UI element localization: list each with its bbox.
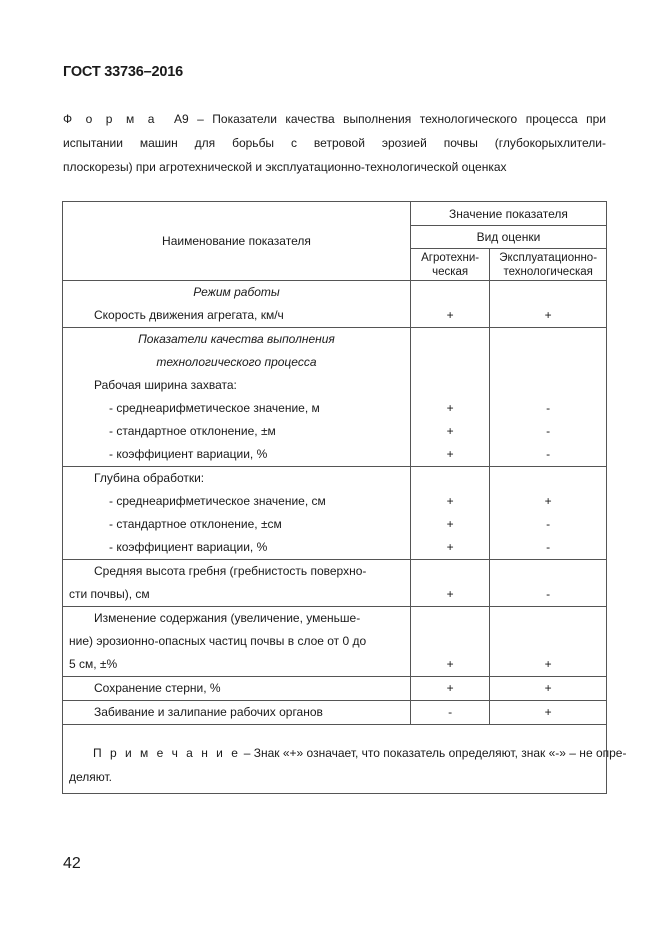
note-row: [63, 725, 607, 794]
operational-mark: +: [544, 681, 552, 695]
indicator-text: Режим работы: [193, 285, 280, 299]
indicator-name-cell: [63, 467, 411, 560]
operational-mark: [490, 351, 606, 374]
note-line-1: [69, 741, 627, 765]
operational-cell: [490, 701, 607, 725]
indicators-table: [62, 201, 627, 794]
indicator-text: - среднеарифметическое значение, см: [109, 494, 326, 508]
indicator-name-cell: [63, 607, 411, 677]
operational-mark: -: [546, 424, 551, 438]
operational-mark: [490, 560, 606, 583]
operational-mark: -: [546, 517, 551, 531]
agrotechnical-mark: +: [446, 681, 454, 695]
indicator-text: Показатели качества выполнения: [138, 332, 335, 346]
indicator-text: - коэффициент вариации, %: [109, 540, 268, 554]
agrotechnical-mark: [411, 630, 489, 653]
form-word: Ф о р м а: [63, 112, 157, 126]
indicator-text: - среднеарифметическое значение, м: [109, 401, 320, 415]
agrotechnical-mark: +: [446, 540, 454, 554]
indicator-text: Скорость движения агрегата, км/ч: [94, 308, 284, 322]
agrotechnical-mark: +: [446, 424, 454, 438]
note-cell: [63, 725, 627, 794]
agrotechnical-mark: [411, 374, 489, 397]
indicator-text: сти почвы), см: [69, 587, 150, 601]
operational-mark: -: [546, 401, 551, 415]
note-word: П р и м е ч а н и е: [93, 746, 241, 760]
agrotechnical-mark: [411, 328, 489, 351]
operational-cell: [490, 607, 607, 677]
operational-cell: [490, 328, 607, 467]
indicator-text: - стандартное отклонение, ±см: [109, 517, 282, 531]
operational-mark: -: [546, 447, 551, 461]
operational-cell: [490, 467, 607, 560]
indicator-text: 5 см, ±%: [69, 657, 118, 671]
indicator-text: Рабочая ширина захвата:: [94, 378, 237, 392]
indicator-name-cell: [63, 701, 411, 725]
operational-mark: +: [544, 705, 552, 719]
agrotechnical-cell: [410, 701, 489, 725]
header-agro-line-1: Агротехни-: [421, 252, 480, 264]
table-row-group: [63, 328, 607, 467]
caption-line-1-rest: А9 – Показатели качества выполнения технологического процесса при: [173, 112, 607, 126]
agrotechnical-mark: [411, 607, 489, 630]
operational-mark: -: [546, 540, 551, 554]
header-agro-line-2: ческая: [432, 266, 469, 278]
note-line-1-rest: – Знак «+» означает, что показатель определяют, знак «-» – не опре-: [240, 746, 627, 760]
indicator-text: Изменение содержания (увеличение, уменьше-: [94, 611, 361, 625]
note-line-2: деляют.: [69, 770, 113, 784]
caption-line-3: плоскорезы) при агротехнической и эксплуатационно-технологической оценках: [63, 160, 507, 174]
indicator-name-cell: [63, 281, 411, 328]
agrotechnical-mark: +: [446, 494, 454, 508]
indicator-name-cell: [63, 560, 411, 607]
table-row-group: [63, 281, 607, 328]
operational-cell: [490, 560, 607, 607]
agrotechnical-mark: +: [446, 517, 454, 531]
operational-mark: +: [544, 308, 552, 322]
operational-mark: +: [544, 657, 552, 671]
agrotechnical-mark: [411, 467, 489, 490]
agrotechnical-cell: [410, 328, 489, 467]
operational-mark: -: [546, 587, 551, 601]
table-row-group: [63, 560, 607, 607]
agrotechnical-cell: [410, 467, 489, 560]
indicator-name-cell: [63, 677, 411, 701]
agrotechnical-mark: [411, 560, 489, 583]
operational-mark: [490, 607, 606, 630]
indicator-text: Глубина обработки:: [94, 471, 205, 485]
agrotechnical-cell: [410, 677, 489, 701]
agrotechnical-mark: -: [448, 705, 453, 719]
agrotechnical-mark: [411, 281, 489, 304]
indicator-text: Сохранение стерни, %: [94, 681, 221, 695]
operational-mark: [490, 374, 606, 397]
header-operational: [490, 249, 607, 281]
indicator-text: технологического процесса: [156, 355, 317, 369]
agrotechnical-mark: [411, 351, 489, 374]
indicator-text: - стандартное отклонение, ±м: [109, 424, 276, 438]
operational-cell: [490, 281, 607, 328]
operational-mark: +: [544, 494, 552, 508]
indicator-text: ние) эрозионно-опасных частиц почвы в слое от 0 до: [69, 634, 367, 648]
agrotechnical-cell: [410, 607, 489, 677]
table-row-group: [63, 467, 607, 560]
agrotechnical-mark: +: [446, 657, 454, 671]
agrotechnical-mark: +: [446, 587, 454, 601]
indicator-name-cell: [63, 328, 411, 467]
operational-mark: [490, 467, 606, 490]
header-assessment-kind: Вид оценки: [410, 226, 606, 249]
table-row-group: [63, 677, 607, 701]
operational-cell: [490, 677, 607, 701]
table-row-group: [63, 701, 607, 725]
header-indicator-name: Наименование показателя: [63, 202, 411, 281]
operational-mark: [490, 630, 606, 653]
agrotechnical-mark: +: [446, 447, 454, 461]
document-id: ГОСТ 33736–2016: [63, 64, 183, 80]
indicator-text: - коэффициент вариации, %: [109, 447, 268, 461]
agrotechnical-cell: [410, 560, 489, 607]
header-indicator-value: Значение показателя: [410, 202, 606, 226]
caption-line-1: [63, 107, 606, 131]
indicator-text: Средняя высота гребня (гребнистость поверхно-: [94, 564, 367, 578]
indicator-text: Забивание и залипание рабочих органов: [94, 705, 323, 719]
page-number: 42: [63, 855, 81, 872]
header-agrotechnical: [410, 249, 489, 281]
header-expl-line-2: технологическая: [503, 266, 593, 278]
caption-line-2: испытании машин для борьбы с ветровой эрозией почвы (глубокорыхлители-: [63, 136, 606, 150]
header-expl-line-1: Эксплуатационно-: [499, 252, 598, 264]
operational-mark: [490, 328, 606, 351]
operational-mark: [490, 281, 606, 304]
agrotechnical-cell: [410, 281, 489, 328]
agrotechnical-mark: +: [446, 308, 454, 322]
form-caption: [63, 107, 606, 179]
agrotechnical-mark: +: [446, 401, 454, 415]
table-row-group: [63, 607, 607, 677]
